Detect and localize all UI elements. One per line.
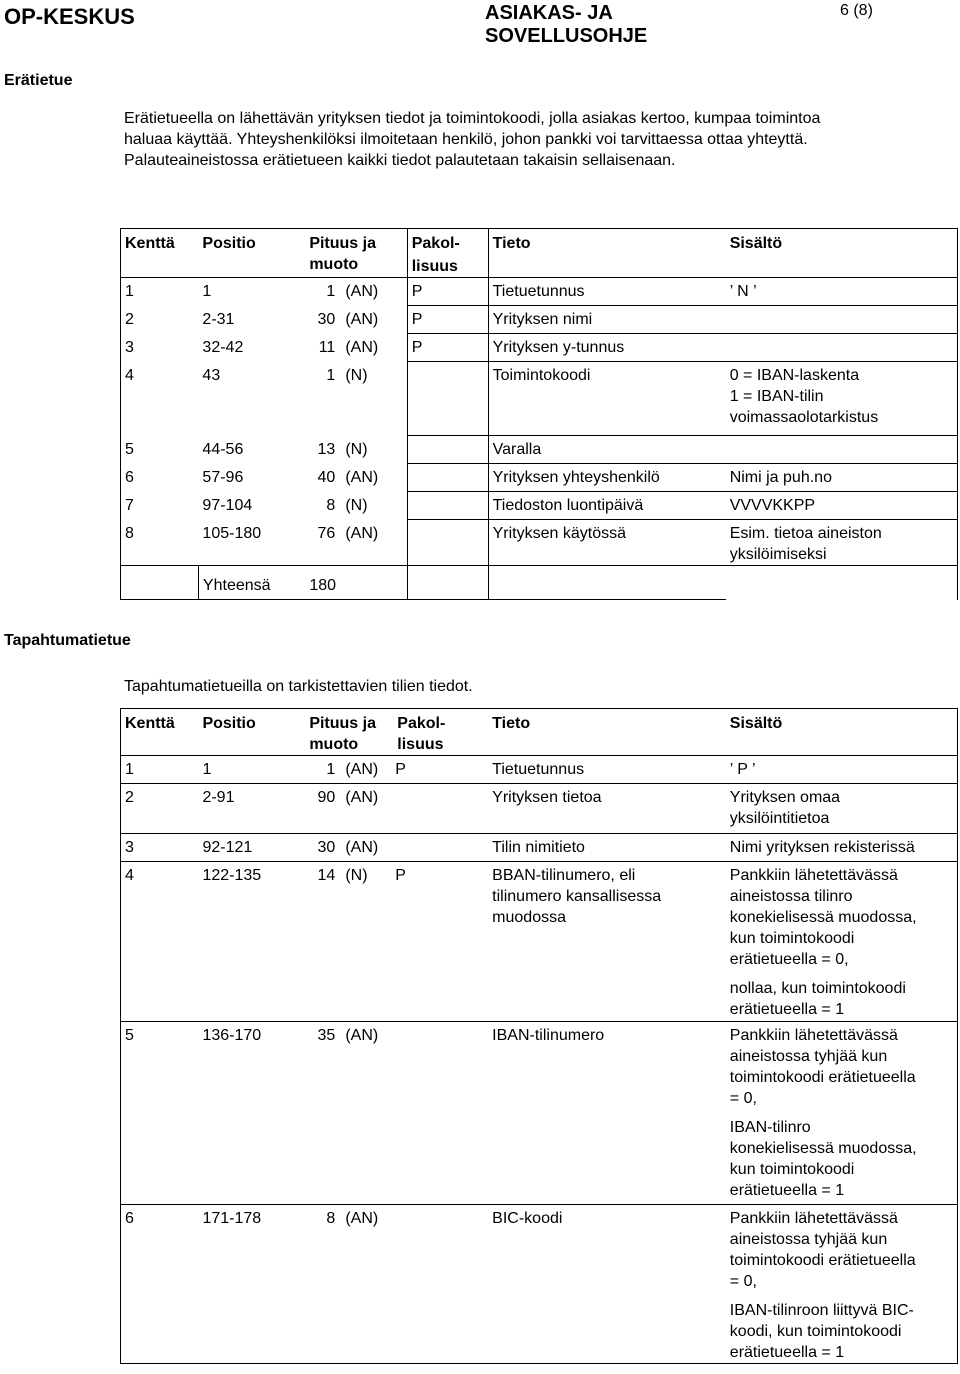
pituus-value: 14 [317,867,336,884]
section-title-tapahtumatietue: Tapahtumatietue [4,632,131,649]
pituus-value: 8 [326,496,336,514]
cell-tieto: Yrityksen y-tunnus [488,334,726,362]
cell-tieto: Tietuetunnus [488,278,726,306]
table-row [121,862,958,1022]
pituus-value: 30 [317,310,336,328]
table-row [121,306,958,334]
cell-positio: 171-178 [198,1205,305,1364]
cell-pakollisuus [407,362,488,436]
cell-empty [726,566,958,600]
cell-pituus [305,492,407,520]
muoto-value: (N) [345,366,368,384]
header-pakollisuus-line2: lisuus [411,258,458,275]
cell-kentta: 3 [121,834,199,862]
cell-pakollisuus: P [407,306,488,334]
cell-kentta: 3 [121,334,199,362]
header-pituus-line2: muoto [309,736,359,753]
cell-kentta: 4 [121,862,199,1022]
cell-pituus [305,834,393,862]
cell-line: nollaa, kun toimintokoodi [729,980,906,997]
cell-sisalto: VVVVKKPP [726,492,958,520]
table-row [121,362,958,436]
header-pituus-line1: Pituus ja [309,715,376,732]
cell-positio: 92-121 [198,834,305,862]
cell-line: 1 = IBAN-tilin [729,388,824,405]
cell-line: konekielisessä muodossa, [729,1140,917,1157]
cell-line: erätietueella = 1 [729,1001,845,1018]
cell-positio: 57-96 [202,468,244,486]
cell-line: aineistossa tyhjää kun [729,1231,888,1248]
cell-tieto: Tiedoston luontipäivä [488,492,726,520]
page-number: 6 (8) [840,2,873,19]
table-header-row [121,709,958,756]
table-row [121,520,958,566]
cell-line: toimintokoodi erätietueella [729,1069,916,1086]
cell-kentta: 4 [121,362,199,436]
cell-tieto: Toimintokoodi [488,362,726,436]
header-tieto: Tieto [488,229,726,278]
cell-pituus [305,862,393,1022]
cell-line: ’ P ’ [729,761,756,778]
cell-sisalto [726,1205,958,1364]
cell-tieto [488,1022,726,1205]
cell-positio: 122-135 [198,862,305,1022]
cell-pituus [305,278,407,306]
cell-line: Yrityksen tietoa [492,789,602,806]
cell-positio: 1 [198,756,305,784]
cell-line: toimintokoodi erätietueella [729,1252,916,1269]
cell-pituus [305,306,407,334]
header-pakollisuus-line2: lisuus [397,736,444,753]
cell-line: = 0, [729,1273,757,1290]
cell-line: Yrityksen omaa [729,789,841,806]
cell-line: Pankkiin lähetettävässä [729,1210,898,1227]
muoto-value: (AN) [345,468,379,486]
total-value: 180 [305,566,407,600]
cell-positio: 1 [202,283,212,300]
cell-line: konekielisessä muodossa, [729,909,917,926]
cell-pituus [305,520,407,566]
cell-pituus [305,784,393,834]
tapahtumatietue-description: Tapahtumatietueilla on tarkistettavien tilien tiedot. [124,678,473,695]
header-pakollisuus-line1: Pakol- [397,715,446,732]
cell-pituus [305,756,393,784]
table-row [121,784,958,834]
cell-sisalto [726,520,958,566]
cell-positio: 44-56 [202,440,244,458]
cell-pituus [305,1205,393,1364]
muoto-value: (AN) [345,1210,379,1227]
header-kentta: Kenttä [121,709,199,756]
cell-pakollisuus: P [393,756,488,784]
header-pakollisuus-line1: Pakol- [411,235,460,252]
cell-kentta: 2 [121,784,199,834]
muoto-value: (N) [345,440,368,458]
muoto-value: (AN) [345,839,379,856]
header-pakollisuus [393,709,488,756]
cell-sisalto [726,436,958,464]
cell-line: Pankkiin lähetettävässä [729,867,898,884]
cell-line: kun toimintokoodi [729,930,855,947]
cell-line: IBAN-tilinumero [492,1027,605,1044]
cell-empty [488,566,726,600]
cell-tieto: Varalla [488,436,726,464]
cell-pakollisuus [393,834,488,862]
cell-positio: 43 [202,366,221,384]
cell-sisalto [726,334,958,362]
header-org-name: OP-KESKUS [4,4,135,29]
paragraph-line: Palauteaineistossa erätietueen kaikki tiedot palautetaan takaisin sellaisenaan. [124,152,676,169]
cell-positio: 97-104 [202,496,253,514]
cell-pakollisuus: P [407,334,488,362]
cell-kentta: 5 [121,436,199,464]
cell-positio: 105-180 [202,524,262,542]
cell-kentta: 2 [121,306,199,334]
header-title-line-1: ASIAKAS- JA [485,2,613,24]
table-header-row [121,229,958,278]
header-tieto: Tieto [488,709,726,756]
cell-tieto: Yrityksen käytössä [488,520,726,566]
cell-line: yksilöintitietoa [729,810,830,827]
pituus-value: 30 [317,839,336,856]
pituus-value: 1 [326,366,336,384]
cell-pituus [305,334,407,362]
cell-line: IBAN-tilinro [729,1119,811,1136]
cell-tieto [488,756,726,784]
cell-sisalto: Nimi ja puh.no [726,464,958,492]
cell-kentta: 8 [121,520,199,566]
section-title-eratietue: Erätietue [4,72,73,89]
muoto-value: (AN) [345,338,379,356]
cell-positio: 136-170 [198,1022,305,1205]
pituus-value: 90 [317,789,336,806]
header-sisalto: Sisältö [726,229,958,278]
header-pituus [305,709,393,756]
cell-tieto [488,862,726,1022]
muoto-value: (N) [345,867,368,884]
tapahtumatietue-table [120,708,958,1364]
cell-empty [121,566,199,600]
muoto-value: (AN) [345,761,379,778]
cell-pakollisuus [407,464,488,492]
cell-tieto [488,1205,726,1364]
cell-kentta: 6 [121,464,199,492]
pituus-value: 1 [326,283,336,300]
cell-line: muodossa [492,909,566,926]
cell-line: tilinumero kansallisessa [492,888,662,905]
pituus-value: 40 [317,468,336,486]
cell-pakollisuus [393,1022,488,1205]
cell-sisalto [726,1022,958,1205]
table-row [121,492,958,520]
pituus-value: 11 [318,338,336,356]
cell-kentta: 7 [121,492,199,520]
cell-line: Nimi yrityksen rekisterissä [729,839,915,856]
table-row [121,834,958,862]
header-positio: Positio [198,709,305,756]
cell-line: erätietueella = 0, [729,951,849,968]
header-sisalto: Sisältö [726,709,958,756]
header-pituus-line1: Pituus ja [309,235,376,252]
cell-pituus [305,464,407,492]
cell-sisalto [726,756,958,784]
muoto-value: (AN) [345,789,379,806]
header-pituus-line2: muoto [309,256,359,273]
cell-sisalto [726,862,958,1022]
cell-pakollisuus: P [407,278,488,306]
cell-kentta: 6 [121,1205,199,1364]
muoto-value: (AN) [345,524,379,542]
cell-line: Esim. tietoa aineiston [729,525,882,542]
line-gap [730,1292,953,1300]
cell-tieto [488,834,726,862]
cell-kentta: 5 [121,1022,199,1205]
header-kentta: Kenttä [121,229,199,278]
cell-sisalto [726,362,958,436]
cell-line: koodi, kun toimintokoodi [729,1323,902,1340]
header-pituus [305,229,407,278]
table-total-row [121,566,958,600]
cell-line: kun toimintokoodi [729,1161,855,1178]
cell-line: aineistossa tilinro [729,888,853,905]
cell-line: erätietueella = 1 [729,1344,845,1361]
cell-line: BBAN-tilinumero, eli [492,867,636,884]
cell-line: IBAN-tilinroon liittyvä BIC- [729,1302,914,1319]
line-gap [730,1109,953,1117]
cell-line: yksilöimiseksi [729,546,827,563]
pituus-value: 35 [317,1027,336,1044]
eratietue-table [120,228,958,600]
paragraph-line: Erätietueella on lähettävän yrityksen tiedot ja toimintokoodi, jolla asiakas kertoo, kumpaa toimintoa [124,110,821,127]
cell-pakollisuus: P [393,862,488,1022]
cell-pakollisuus [407,492,488,520]
muoto-value: (N) [345,496,368,514]
cell-tieto [488,784,726,834]
table-row [121,1022,958,1205]
table-row [121,436,958,464]
cell-sisalto [726,784,958,834]
cell-line: Tietuetunnus [492,761,585,778]
pituus-value: 76 [317,524,336,542]
header-positio: Positio [198,229,305,278]
pituus-value: 8 [326,1210,336,1227]
muoto-value: (AN) [345,1027,379,1044]
header-document-title [485,2,647,48]
cell-pituus [305,1022,393,1205]
table-row [121,464,958,492]
pituus-value: 1 [326,761,336,778]
muoto-value: (AN) [345,310,379,328]
cell-line: Tilin nimitieto [492,839,585,856]
cell-sisalto: ’ N ’ [726,278,958,306]
cell-line: Pankkiin lähetettävässä [729,1027,898,1044]
eratietue-description [124,108,954,171]
cell-pakollisuus [407,436,488,464]
cell-positio: 32-42 [202,338,244,356]
cell-pakollisuus [407,520,488,566]
cell-pakollisuus [393,1205,488,1364]
paragraph-line: haluaa käyttää. Yhteyshenkilöksi ilmoitetaan henkilö, johon pankki voi tarvittaessa ottaa yhteyttä. [124,131,808,148]
line-gap [730,970,953,978]
cell-tieto: Yrityksen yhteyshenkilö [488,464,726,492]
table-row [121,334,958,362]
cell-empty [407,566,488,600]
cell-line: voimassaolotarkistus [729,409,879,426]
cell-pakollisuus [393,784,488,834]
table-row [121,756,958,784]
cell-line: = 0, [729,1090,757,1107]
cell-sisalto [726,306,958,334]
cell-positio: 2-91 [198,784,305,834]
cell-pituus [305,362,407,436]
table-row [121,1205,958,1364]
cell-line: BIC-koodi [492,1210,563,1227]
table-row [121,278,958,306]
muoto-value: (AN) [345,283,379,300]
cell-line: 0 = IBAN-laskenta [729,367,860,384]
cell-kentta: 1 [121,756,199,784]
pituus-value: 13 [317,440,336,458]
cell-positio: 2-31 [202,310,235,328]
cell-tieto: Yrityksen nimi [488,306,726,334]
cell-line: aineistossa tyhjää kun [729,1048,888,1065]
header-pakollisuus [407,229,488,278]
header-title-line-2: SOVELLUSOHJE [485,25,648,47]
cell-sisalto [726,834,958,862]
cell-line: erätietueella = 1 [729,1182,845,1199]
cell-kentta: 1 [121,278,199,306]
total-label: Yhteensä [198,566,305,600]
cell-pituus [305,436,407,464]
